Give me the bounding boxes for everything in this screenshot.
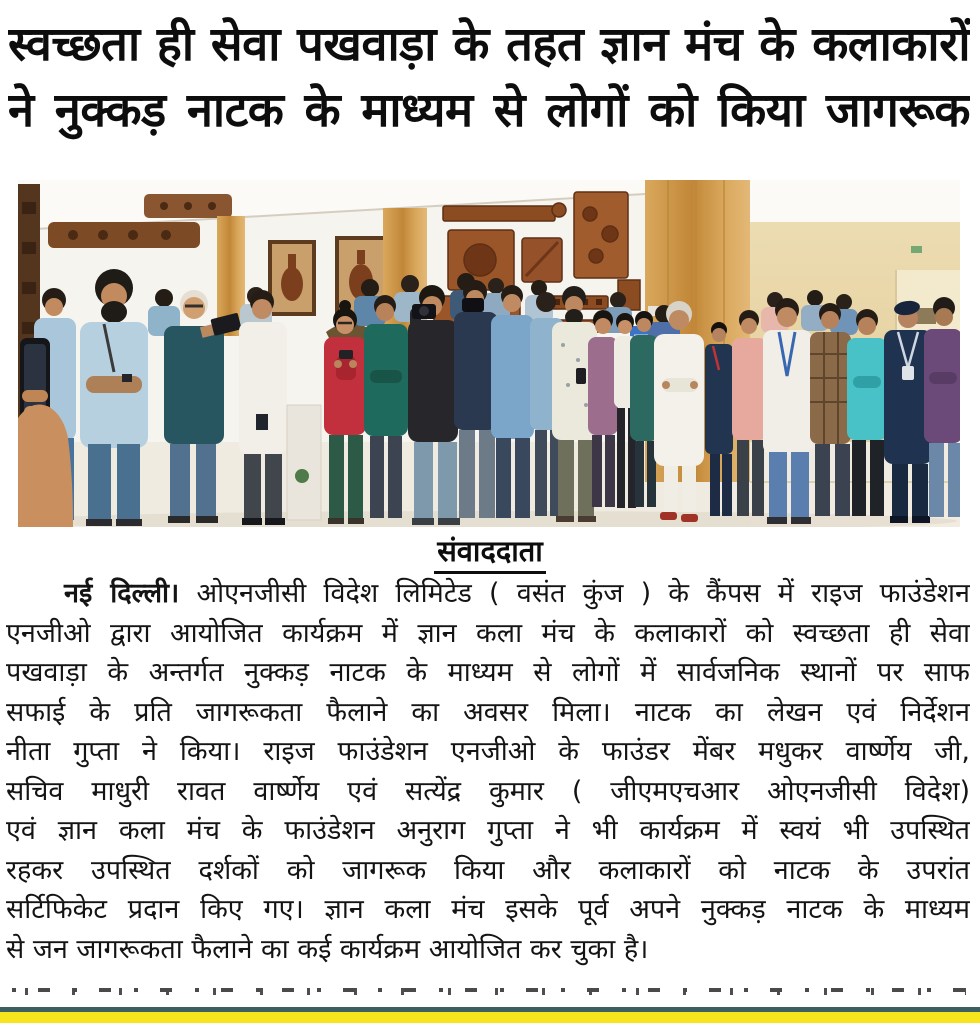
- dateline: नई दिल्ली।: [64, 578, 180, 609]
- body-line: सफाई के प्रति जागरूकता फैलाने का अवसर मिला। नाटक का लेखन एवं निर्देशन: [6, 696, 970, 728]
- headline-line-2: ने नुक्कड़ नाटक के माध्यम से लोगों को किया जागरूक: [8, 83, 970, 138]
- body-line: पखवाड़ा के अन्तर्गत नुक्कड़ नाटक के माध्यम से लोगों में सार्वजनिक स्थानों पर साफ: [6, 657, 970, 688]
- body-line: नीता गुप्ता ने किया। राइज फाउंडेशन एनजीओ के फाउंडर मेंबर मधुकर वार्ष्णेय जी,: [6, 736, 970, 767]
- body-line: सर्टिफिकेट प्रदान किए गए। ज्ञान कला मंच इसके पूर्व अपने नुक्कड़ नाटक के माध्यम: [6, 894, 970, 925]
- photo-illustration: [18, 180, 960, 527]
- article-photo: [18, 180, 960, 527]
- byline-label: संवाददाता: [434, 531, 546, 574]
- headline-line-1: स्वच्छता ही सेवा पखवाड़ा के तहत ज्ञान मंच के कलाकारों: [8, 17, 970, 72]
- body-line: एनजीओ द्वारा आयोजित कार्यक्रम में ज्ञान कला मंच के कलाकारों को स्वच्छता ही सेवा: [6, 617, 970, 649]
- body-line: नई दिल्ली। ओएनजीसी विदेश लिमिटेड ( वसंत कुंज ) के कैंपस में राइज फाउंडेशन: [64, 578, 970, 609]
- body-line: सचिव माधुरी रावत वार्ष्णेय एवं सत्येंद्र कुमार ( जीएमएचआर ओएनजीसी विदेश): [6, 775, 970, 807]
- body-line: से जन जागरूकता फैलाने का कई कार्यक्रम आयोजित कर चुका है।: [6, 933, 649, 965]
- clipped-text-fragment: [12, 988, 966, 998]
- footer-strip: [0, 1012, 980, 1023]
- byline: [0, 531, 980, 574]
- article-body: [6, 574, 970, 969]
- headline: [8, 12, 970, 144]
- body-line: एवं ज्ञान कला मंच के फाउंडेशन अनुराग गुप्ता ने भी कार्यक्रम में स्वयं भी उपस्थित: [6, 815, 970, 846]
- body-line: रहकर उपस्थित दर्शकों को जागरूक किया और कलाकारों को नाटक के उपरांत: [6, 854, 970, 886]
